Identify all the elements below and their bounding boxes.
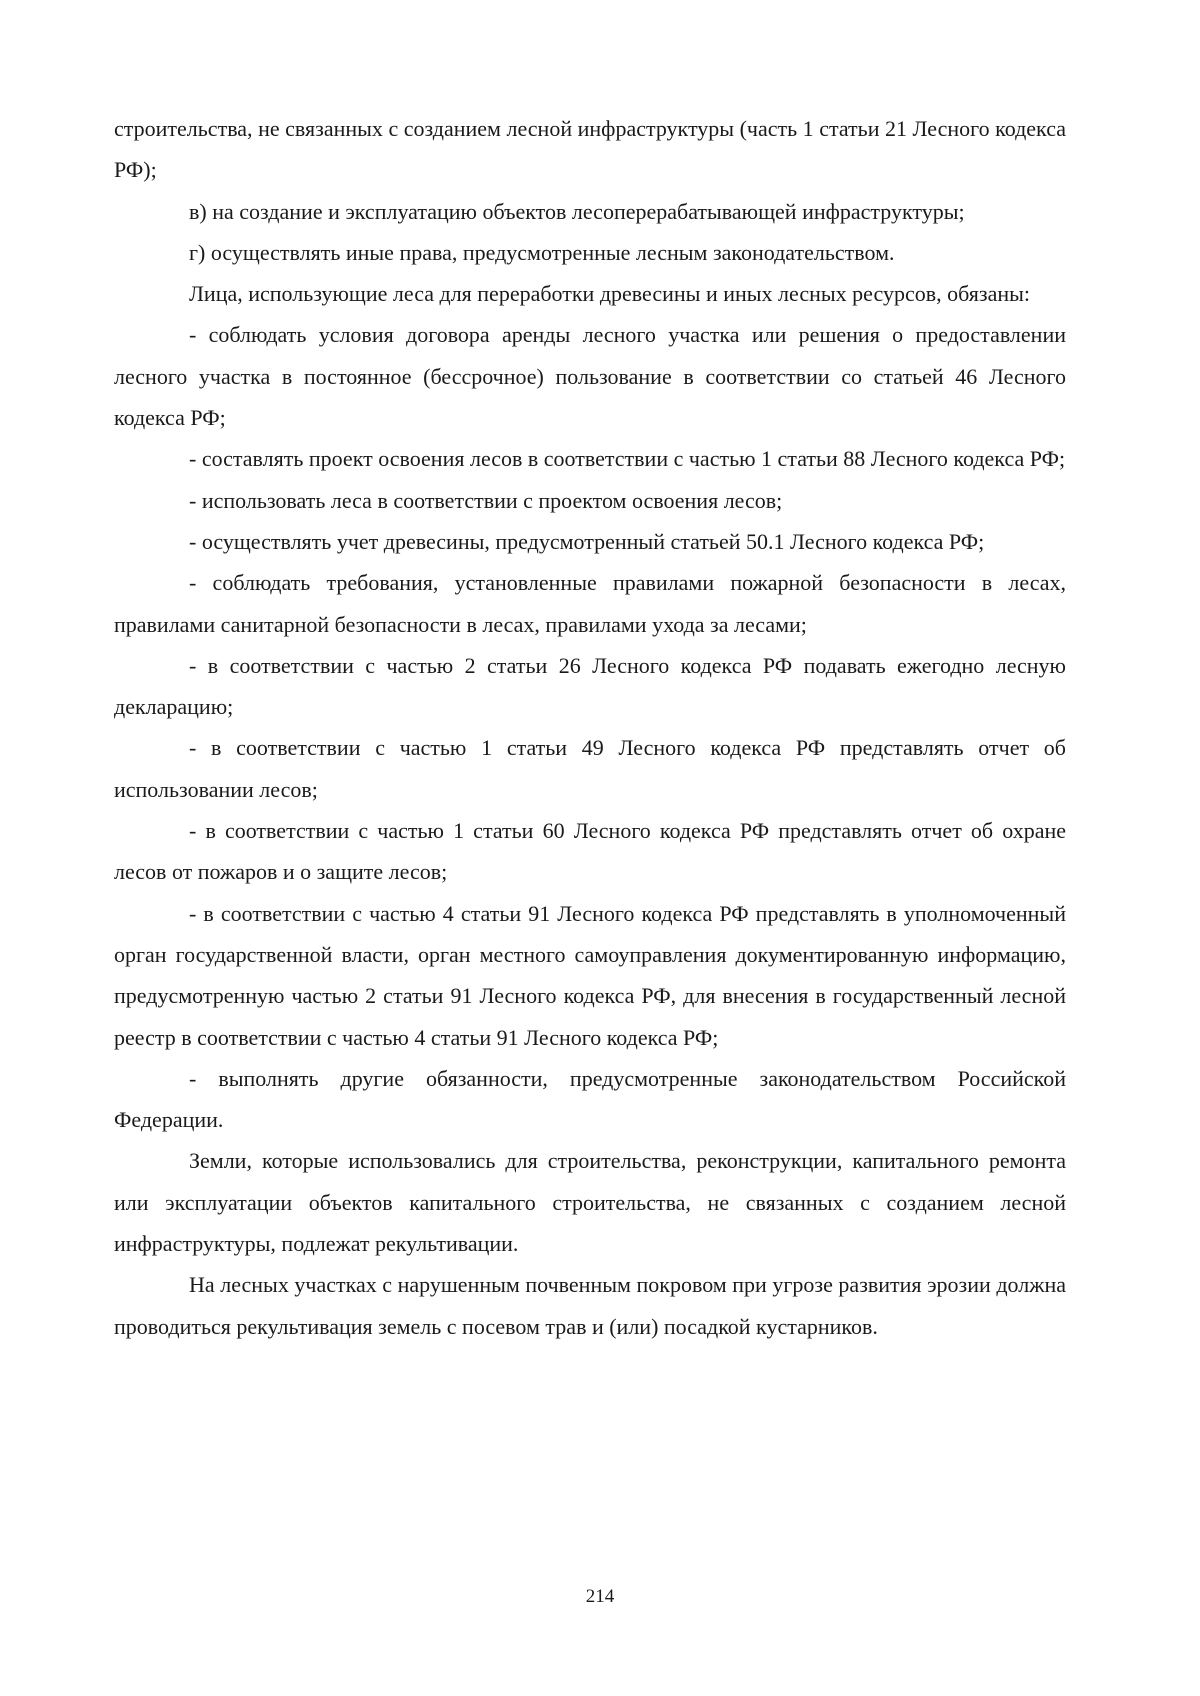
list-item: - выполнять другие обязанности, предусмотренные законодательством Российской Федерации. xyxy=(114,1065,1066,1133)
list-item: - в соответствии с частью 2 статьи 26 Лесного кодекса РФ подавать ежегодно лесную декларацию; xyxy=(114,652,1066,720)
paragraph: Лица, использующие леса для переработки древесины и иных лесных ресурсов, обязаны: xyxy=(189,281,1030,307)
paragraph: строительства, не связанных с созданием лесной инфраструктуры (часть 1 статьи 21 Лесного кодекса РФ); xyxy=(114,116,1066,183)
page-body-text xyxy=(114,108,1066,1347)
paragraph: в) на создание и эксплуатацию объектов лесоперерабатывающей инфраструктуры; xyxy=(189,198,965,224)
paragraph: На лесных участках с нарушенным почвенным покровом при угрозе развития эрозии должна проводиться рекультивация земель с посевом трав и (или) посадкой кустарников. xyxy=(114,1272,1066,1339)
list-item: - осуществлять учет древесины, предусмотренный статьей 50.1 Лесного кодекса РФ; xyxy=(189,528,985,554)
list-item: - в соответствии с частью 4 статьи 91 Лесного кодекса РФ представлять в уполномоченный орган государственной власти, орган местного самоуправления документированную информацию, предусмотренную частью 2 статьи 91 Лесного кодекса РФ, для внесения в государственный лесной реестр в соответствии с частью 4 статьи 91 Лесного кодекса РФ; xyxy=(114,900,1066,1050)
list-item: - использовать леса в соответствии с проектом освоения лесов; xyxy=(189,487,783,513)
list-item: - соблюдать условия договора аренды лесного участка или решения о предоставлении лесного участка в постоянное (бессрочное) пользование в соответствии со статьей 46 Лесного кодекса РФ; xyxy=(114,322,1066,431)
paragraph: Земли, которые использовались для строительства, реконструкции, капитального ремонта или эксплуатации объектов капитального строительства, не связанных с созданием лесной инфраструктуры, подлежат рекультивации. xyxy=(114,1148,1066,1257)
list-item: - в соответствии с частью 1 статьи 49 Лесного кодекса РФ представлять отчет об использовании лесов; xyxy=(114,735,1066,802)
list-item: - в соответствии с частью 1 статьи 60 Лесного кодекса РФ представлять отчет об охране лесов от пожаров и о защите лесов; xyxy=(114,818,1066,885)
list-item: - составлять проект освоения лесов в соответствии с частью 1 статьи 88 Лесного кодекса РФ; xyxy=(189,446,1066,472)
list-item: - соблюдать требования, установленные правилами пожарной безопасности в лесах, правилами санитарной безопасности в лесах, правилами ухода за лесами; xyxy=(114,570,1066,637)
page-number: 214 xyxy=(585,1586,615,1607)
paragraph: г) осуществлять иные права, предусмотренные лесным законодательством. xyxy=(189,239,895,265)
